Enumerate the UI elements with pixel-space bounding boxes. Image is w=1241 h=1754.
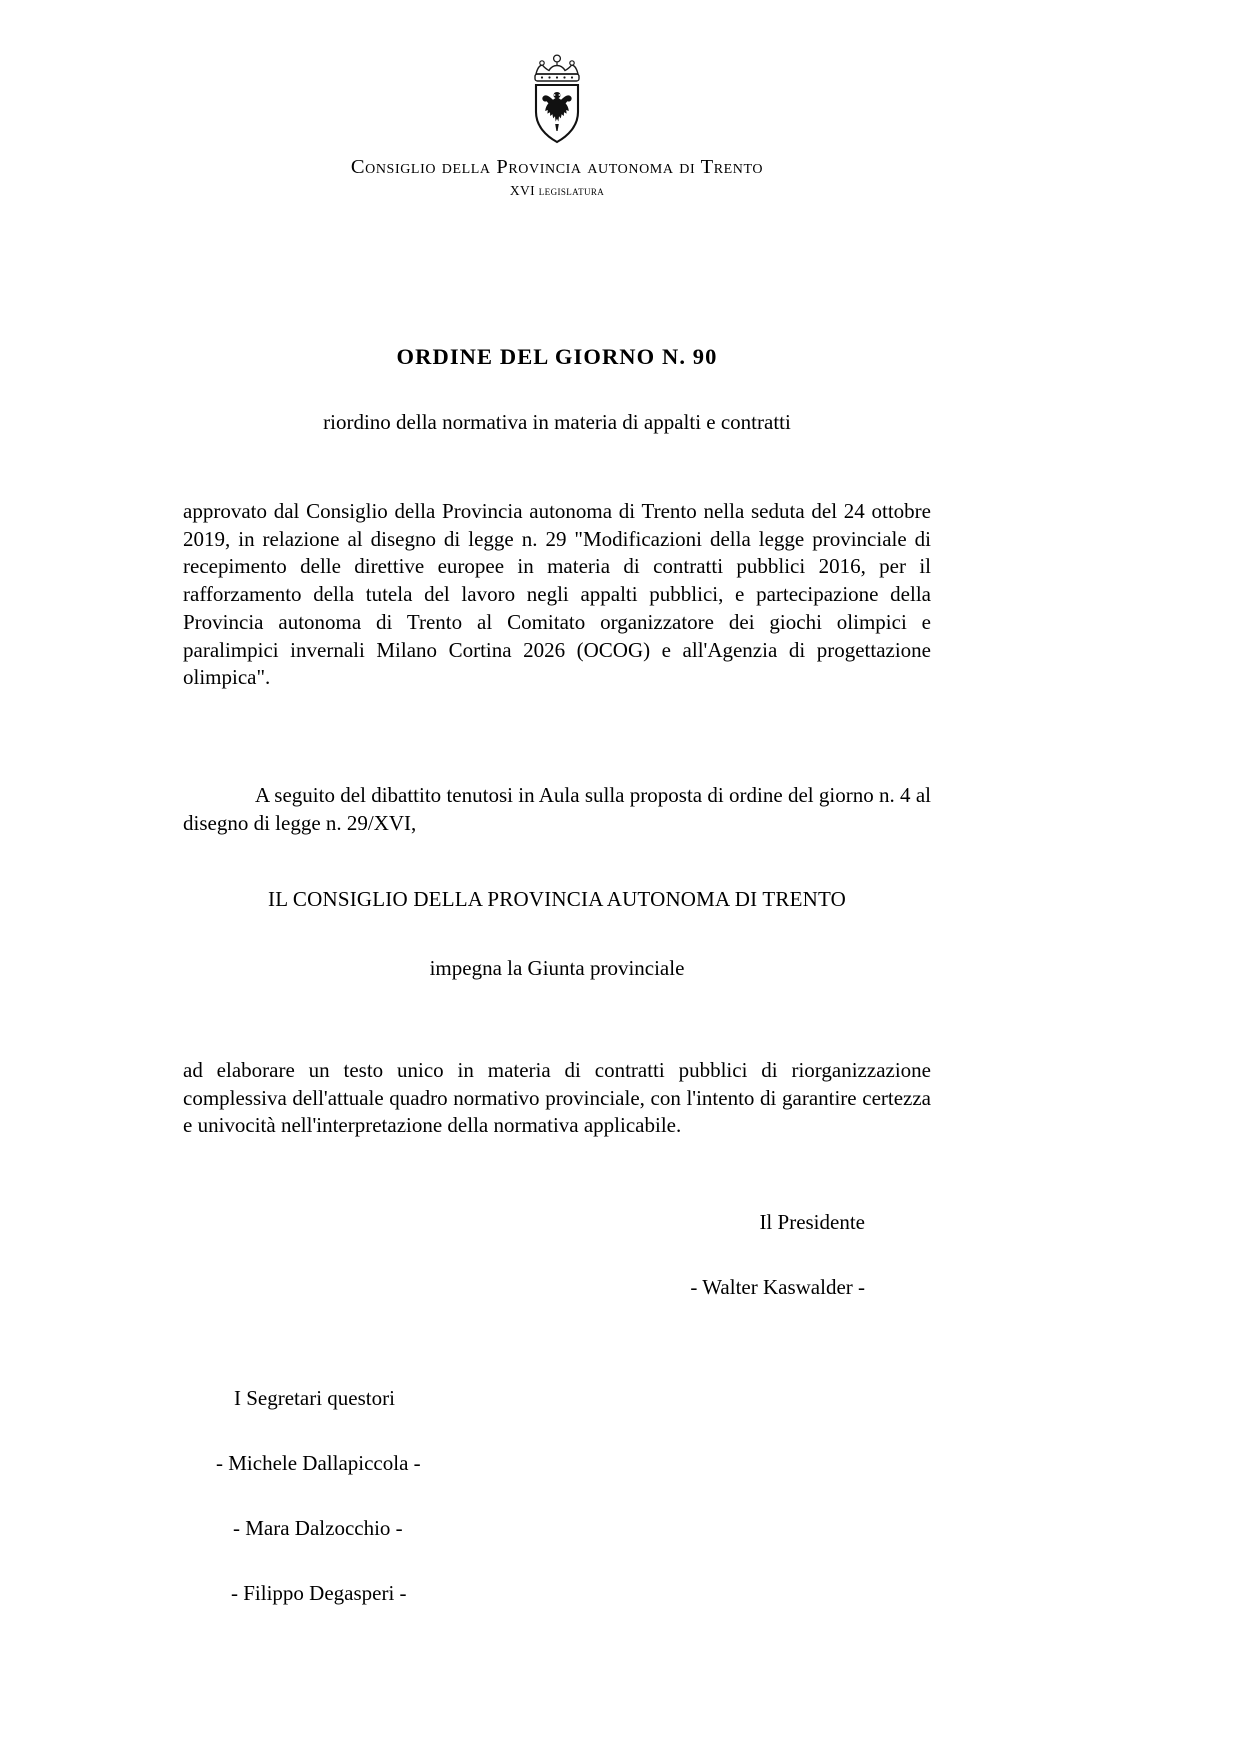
secretary-name: - Mara Dalzocchio - — [233, 1516, 403, 1541]
organization-title: Consiglio della Provincia autonoma di Trento — [350, 156, 764, 178]
president-name: - Walter Kaswalder - — [690, 1275, 865, 1300]
document-subject: riordino della normativa in materia di appalti e contratti — [323, 410, 791, 434]
emblem-container — [183, 0, 931, 149]
engagement-line: impegna la Giunta provinciale — [429, 956, 685, 981]
document-heading: ORDINE DEL GIORNO N. 90 — [396, 344, 718, 369]
secretary-name: - Michele Dallapiccola - — [216, 1451, 421, 1476]
legislature-label: XVI legislatura — [509, 183, 605, 198]
trento-coat-of-arms-icon — [526, 52, 588, 144]
president-title: Il Presidente — [759, 1210, 865, 1235]
document-content — [183, 0, 931, 1606]
secretary-name: - Filippo Degasperi - — [231, 1581, 407, 1606]
approval-paragraph: approvato dal Consiglio della Provincia autonoma di Trento nella seduta del 24 ottobre 2019, in relazione al disegno di legge n. 29 "Modificazioni della legge provinciale di recepimento delle direttive europee in materia di contratti pubblici 2016, per il rafforzamento della tutela del lavoro negli appalti pubblici, e partecipazione della Provincia autonoma di Trento al Comitato organizzatore dei giochi olimpici e paralimpici invernali Milano Cortina 2026 (OCOG) e all'Agenzia di progettazione olimpica". — [183, 499, 931, 690]
commitment-paragraph: ad elaborare un testo unico in materia di contratti pubblici di riorganizzazione complessiva dell'attuale quadro normativo provinciale, con l'intento di garantire certezza e univocità nell'interpretazione della normativa applicabile. — [183, 1057, 931, 1138]
council-declaration: IL CONSIGLIO DELLA PROVINCIA AUTONOMA DI TRENTO — [268, 887, 846, 912]
secretaries-title: I Segretari questori — [234, 1386, 395, 1411]
debate-paragraph: A seguito del dibattito tenutosi in Aula sulla proposta di ordine del giorno n. 4 al disegno di legge n. 29/XVI, — [183, 783, 931, 835]
